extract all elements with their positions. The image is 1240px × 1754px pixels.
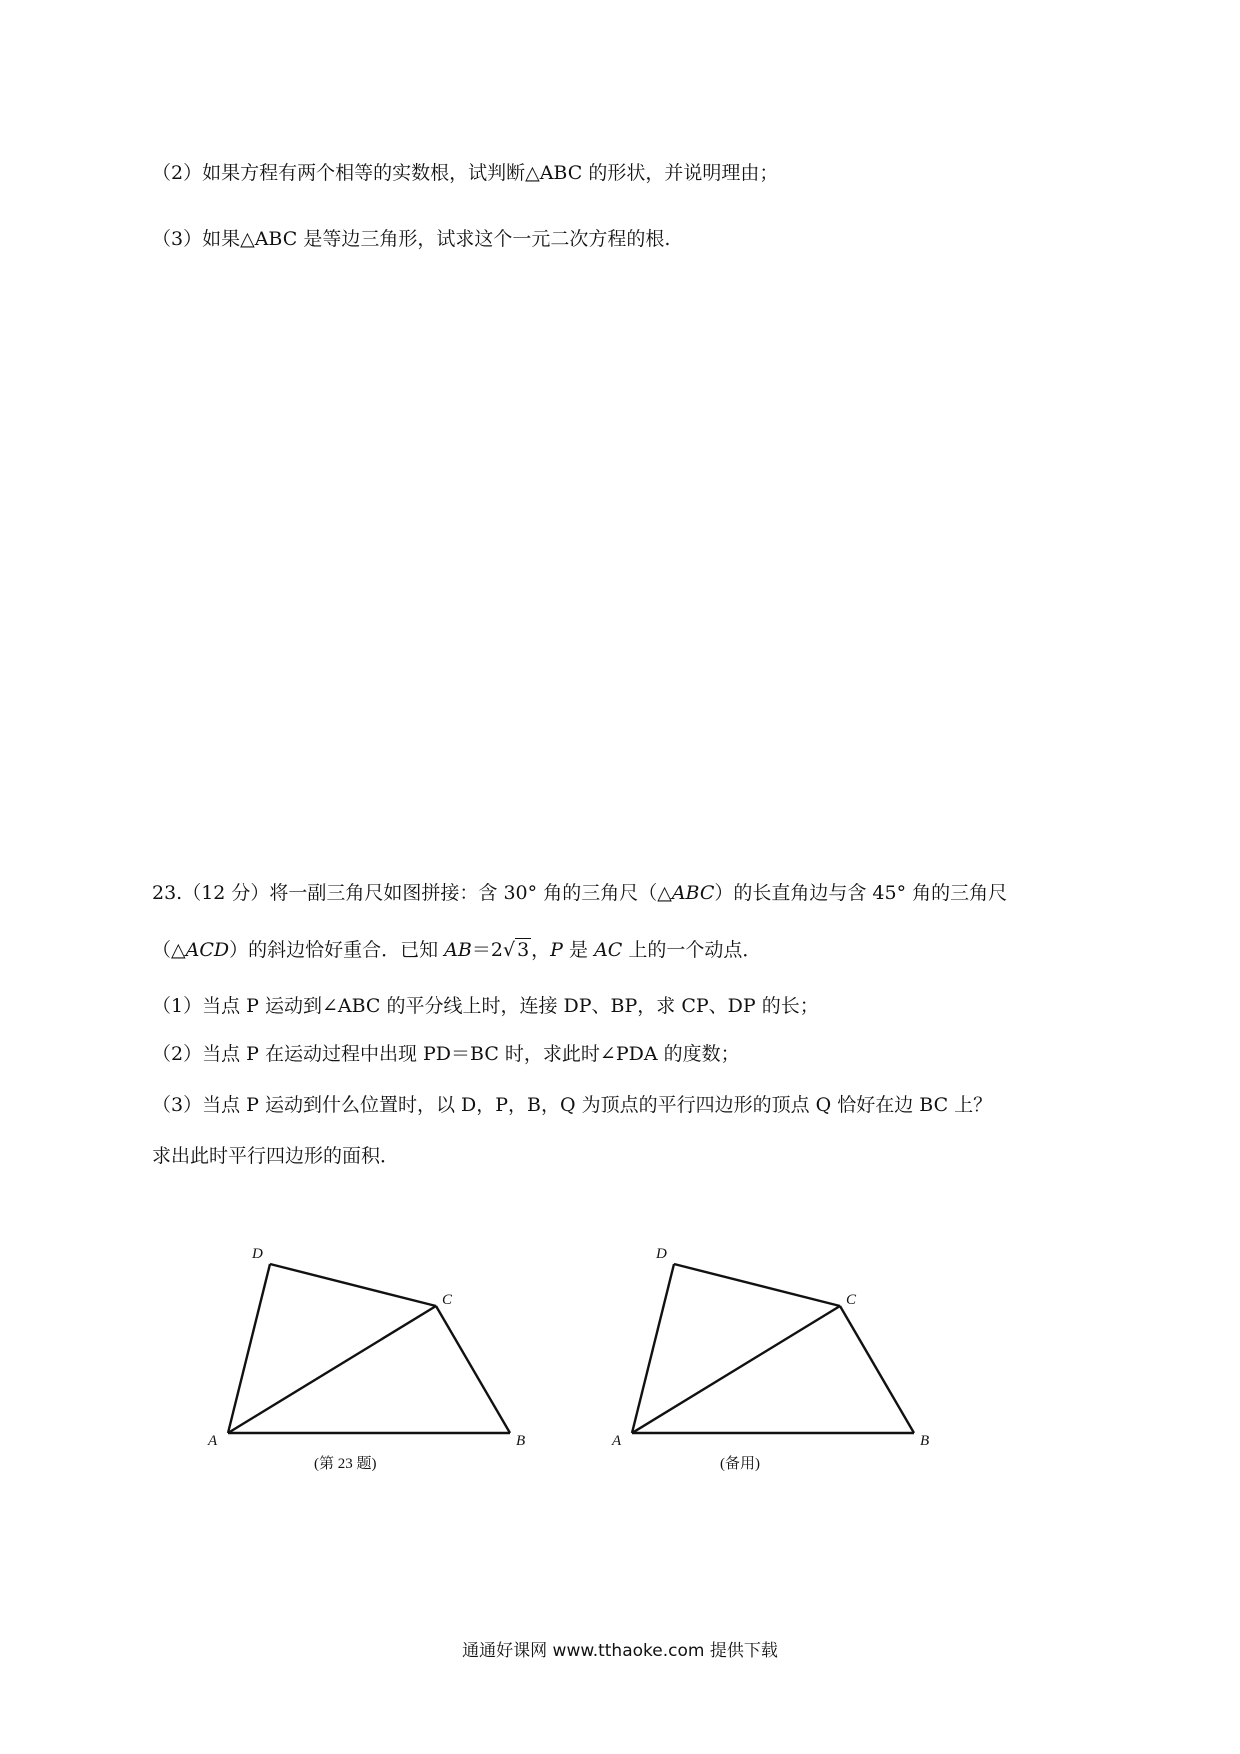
vertex-label-a: A bbox=[612, 1433, 622, 1449]
vertex-label-c: C bbox=[846, 1292, 857, 1308]
segment-ac bbox=[632, 1306, 840, 1433]
q23-part3-line1: （3）当点 P 运动到什么位置时，以 D，P，B，Q 为顶点的平行四边形的顶点 Q 恰好在边 BC 上？ bbox=[152, 1094, 993, 1116]
vertex-label-d: D bbox=[656, 1246, 667, 1262]
segment-da bbox=[228, 1264, 270, 1433]
segment-da bbox=[632, 1264, 674, 1433]
figure-23-caption: (第 23 题) bbox=[314, 1456, 377, 1472]
vertex-label-b: B bbox=[920, 1433, 930, 1449]
sqrt-symbol: √ 3 bbox=[502, 939, 530, 961]
q23-intro-line2: （△ACD）的斜边恰好重合．已知 AB＝2√ 3 ，P 是 AC 上的一个动点． bbox=[152, 939, 762, 961]
vertex-label-b: B bbox=[516, 1433, 526, 1449]
page-footer: 通通好课网 www.tthaoke.com 提供下载 bbox=[462, 1641, 778, 1661]
q22-part2: （2）如果方程有两个相等的实数根，试判断△ABC 的形状，并说明理由； bbox=[152, 162, 779, 184]
q23-intro-line1: 23.（12 分）将一副三角尺如图拼接：含 30° 角的三角尺（△ABC）的长直角边与含 45° 角的三角尺 bbox=[152, 882, 1008, 904]
vertex-label-d: D bbox=[252, 1246, 263, 1262]
segment-cd bbox=[674, 1264, 840, 1306]
segment-cd bbox=[270, 1264, 436, 1306]
vertex-label-a: A bbox=[208, 1433, 218, 1449]
figure-23 bbox=[200, 1240, 540, 1454]
figure-spare-diagram bbox=[604, 1240, 944, 1450]
figure-23-diagram bbox=[200, 1240, 540, 1450]
q22-part3: （3）如果△ABC 是等边三角形，试求这个一元二次方程的根. bbox=[152, 228, 671, 250]
q23-part1: （1）当点 P 运动到∠ABC 的平分线上时，连接 DP、BP，求 CP、DP 的长； bbox=[152, 995, 819, 1017]
segment-ac bbox=[228, 1306, 436, 1433]
figure-spare bbox=[604, 1240, 944, 1454]
segment-bc bbox=[840, 1306, 914, 1433]
vertex-label-c: C bbox=[442, 1292, 453, 1308]
q23-part3-line2: 求出此时平行四边形的面积． bbox=[152, 1145, 400, 1167]
segment-bc bbox=[436, 1306, 510, 1433]
figure-spare-caption: (备用) bbox=[720, 1456, 760, 1472]
q23-part2: （2）当点 P 在运动过程中出现 PD＝BC 时，求此时∠PDA 的度数； bbox=[152, 1043, 740, 1065]
